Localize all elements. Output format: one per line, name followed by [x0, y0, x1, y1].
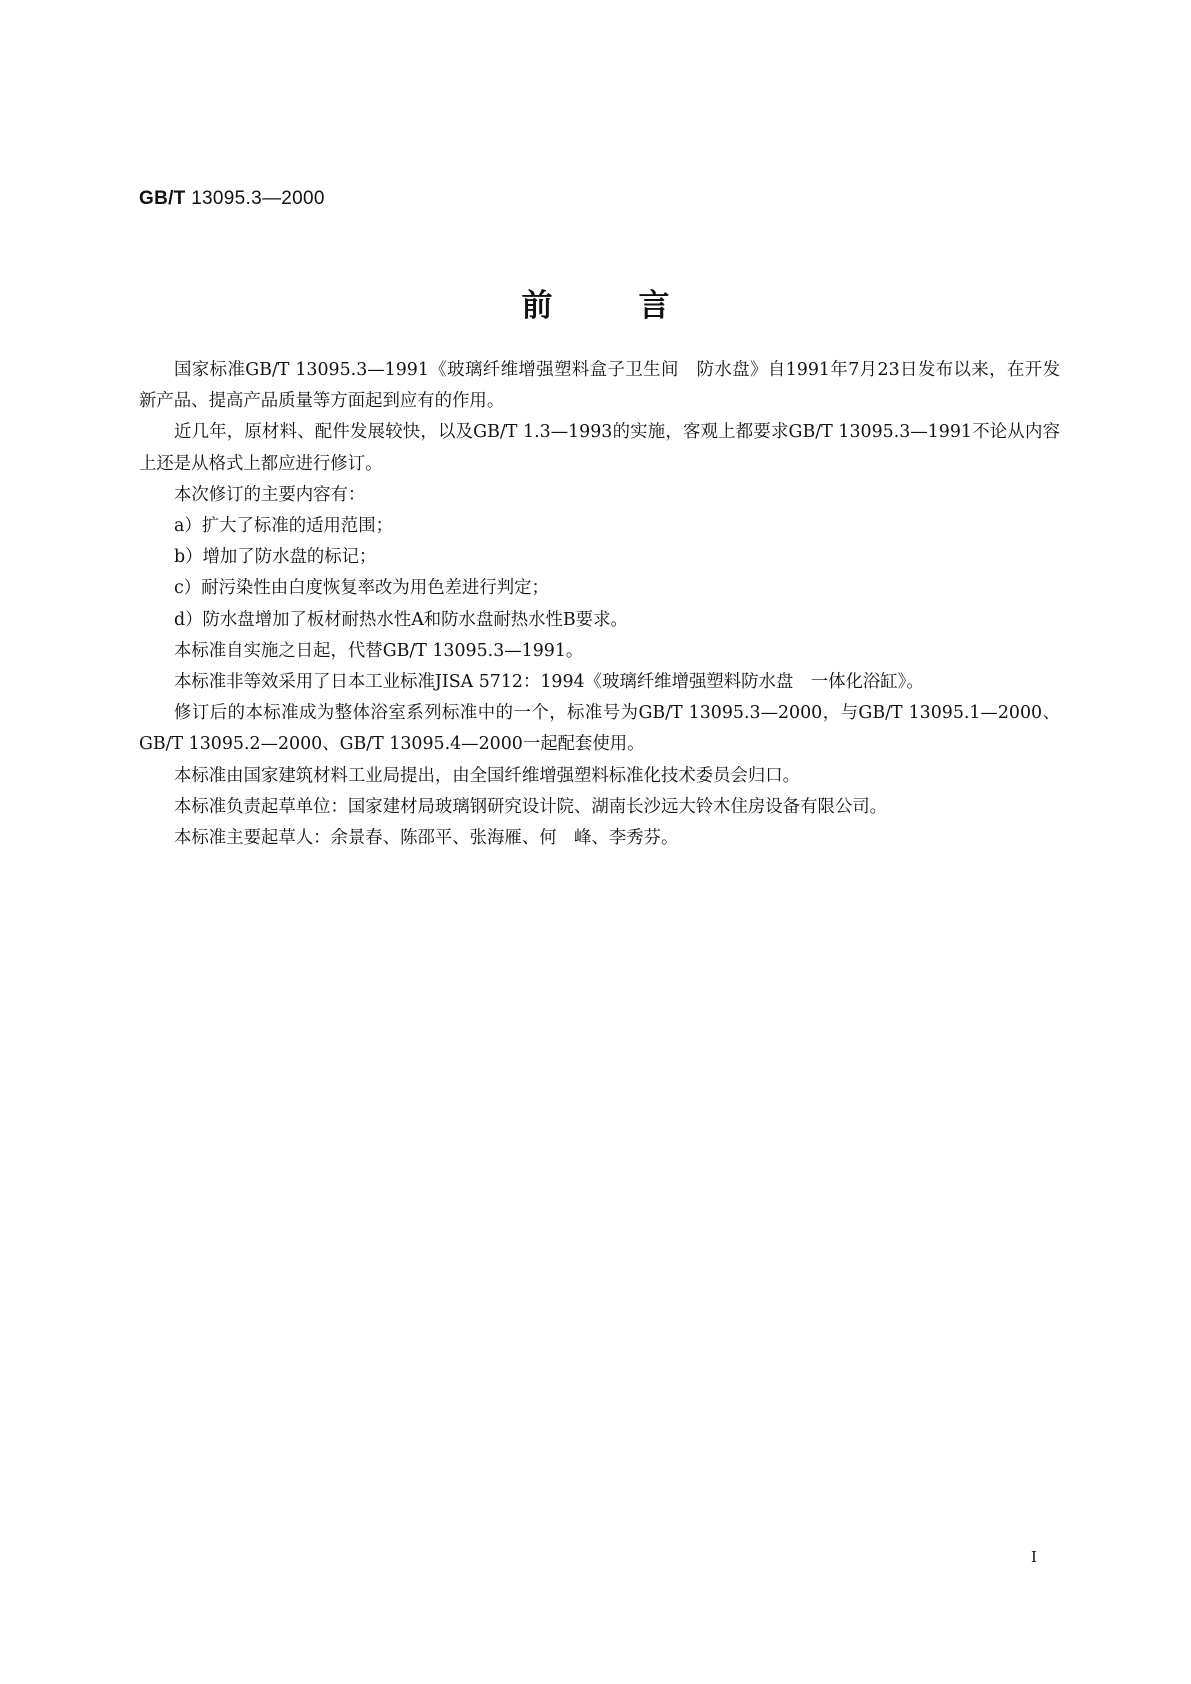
paragraph: 近几年，原材料、配件发展较快，以及GB/T 1.3—1993的实施，客观上都要求GB/T 13095.3—1991不论从内容上还是从格式上都应进行修订。	[139, 422, 1060, 474]
page-title: 前言	[521, 288, 756, 324]
standard-code	[139, 188, 325, 210]
paragraph: 本标准自实施之日起，代替GB/T 13095.3—1991。	[174, 640, 584, 661]
paragraph: 本标准非等效采用了日本工业标准JISA 5712：1994《玻璃纤维增强塑料防水盘 一体化浴缸》。	[174, 672, 924, 693]
list-item: d）防水盘增加了板材耐热水性A和防水盘耐热水性B要求。	[174, 609, 628, 630]
foreword-body	[139, 355, 1060, 854]
paragraph: 修订后的本标准成为整体浴室系列标准中的一个，标准号为GB/T 13095.3—2000，与GB/T 13095.1—2000、GB/T 13095.2—2000、GB/T 13095.4—2000一起配套使用。	[139, 703, 1060, 755]
paragraph: 本标准由国家建筑材料工业局提出，由全国纤维增强塑料标准化技术委员会归口。	[174, 765, 801, 786]
page-number: I	[1031, 1548, 1037, 1566]
paragraph: 本标准负责起草单位：国家建材局玻璃钢研究设计院、湖南长沙远大铃木住房设备有限公司。	[174, 796, 888, 817]
paragraph: 国家标准GB/T 13095.3—1991《玻璃纤维增强塑料盒子卫生间 防水盘》自1991年7月23日发布以来，在开发新产品、提高产品质量等方面起到应有的作用。	[139, 360, 1060, 412]
standard-prefix: GB/T	[139, 188, 186, 209]
paragraph: 本次修订的主要内容有：	[174, 484, 366, 505]
list-item: c）耐污染性由白度恢复率改为用色差进行判定；	[174, 578, 549, 599]
list-item: a）扩大了标准的适用范围；	[174, 516, 394, 537]
paragraph: 本标准主要起草人：余景春、陈邵平、张海雁、何 峰、李秀芬。	[174, 828, 679, 849]
standard-number: 13095.3—2000	[191, 188, 325, 209]
list-item: b）增加了防水盘的标记；	[174, 547, 377, 568]
